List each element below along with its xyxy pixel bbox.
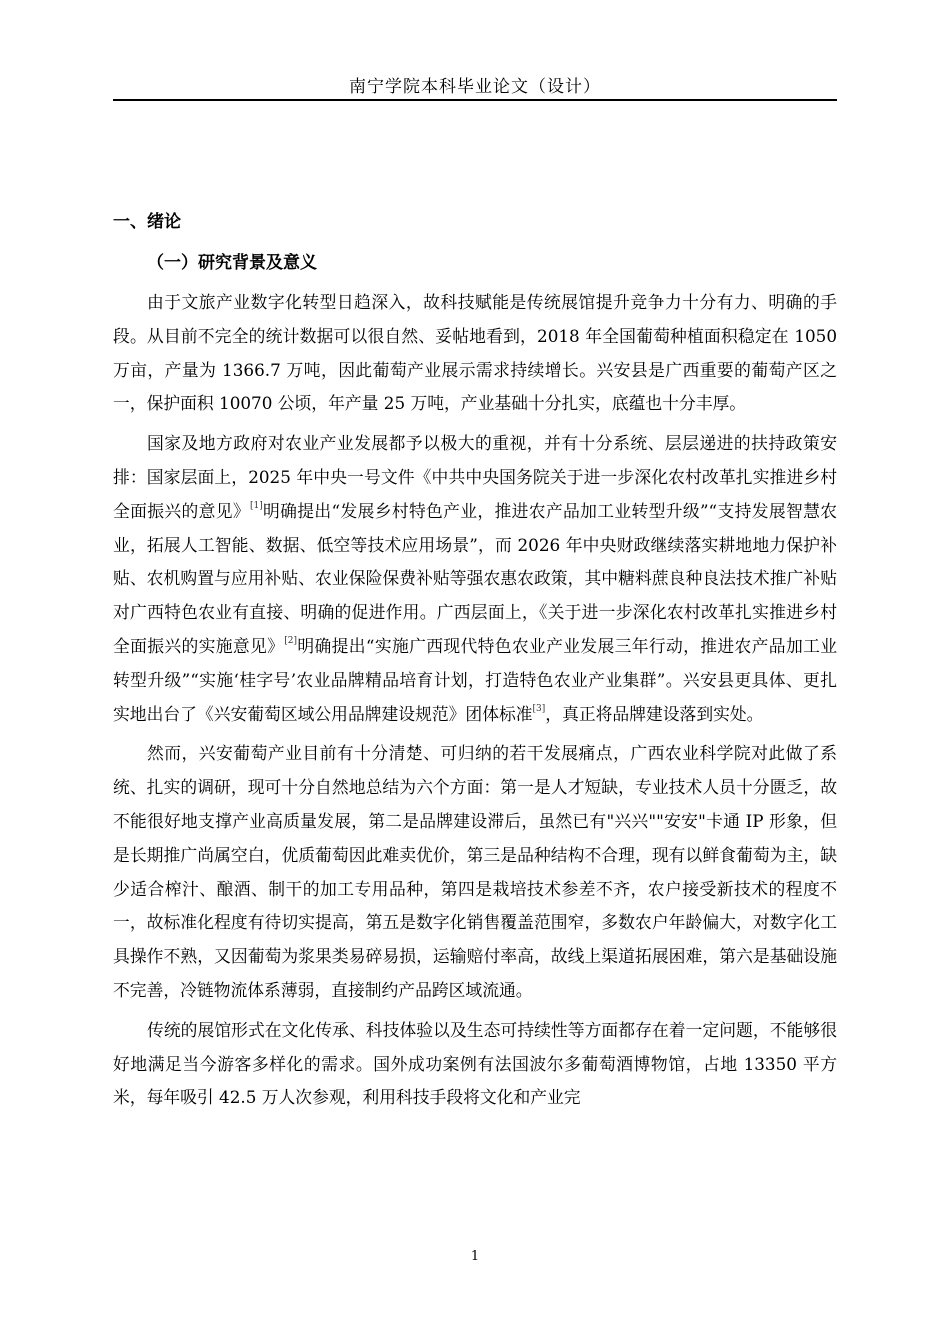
paragraph-2-part-b: 明确提出“发展乡村特色产业，推进农产品加工业转型升级”“支持发展智慧农业，拓展人工智能、数据、低空等技术应用场景”，而 2026 年中央财政继续落实耕地地力保护补贴、农机购置与应用补贴、农业保险保费补贴等强农惠农政策，其中糖料蔗良种良法技术推广补贴对广西特色农业有直接、明确的促进作用。广西层面上，《关于进一步深化农村改革扎实推进乡村全面振兴的实施意见》: [113, 500, 837, 656]
paragraph-1: 由于文旅产业数字化转型日趋深入，故科技赋能是传统展馆提升竞争力十分有力、明确的手段。从目前不完全的统计数据可以很自然、妥帖地看到，2018 年全国葡萄种植面积稳定在 1050 万亩，产量为 1366.7 万吨，因此葡萄产业展示需求持续增长。兴安县是广西重要的葡萄产区之一，保护面积 10070 公顷，年产量 25 万吨，产业基础十分扎实，底蕴也十分丰厚。: [113, 292, 837, 414]
citation-1: [1]: [249, 500, 263, 511]
paragraph-2-part-d: ，真正将品牌建设落到实处。: [545, 703, 764, 724]
citation-3: [3]: [532, 703, 546, 714]
paragraph-2: [113, 427, 837, 731]
paragraph-2-part-c: 明确提出“实施广西现代特色农业产业发展三年行动，推进农产品加工业转型升级”“实施‘桂字号’农业品牌精品培育计划，打造特色农业产业集群”。兴安县更具体、更扎实地出台了《兴安葡萄区域公用品牌建设规范》团体标准: [113, 635, 837, 724]
page-body: [113, 205, 837, 1115]
paragraph-4: 传统的展馆形式在文化传承、科技体验以及生态可持续性等方面都存在着一定问题，不能够很好地满足当今游客多样化的需求。国外成功案例有法国波尔多葡萄酒博物馆，占地 13350 平方米，每年吸引 42.5 万人次参观，利用科技手段将文化和产业完: [113, 1019, 837, 1108]
section-heading: 一、绪论: [113, 212, 181, 232]
paragraph-2-part-a: 国家及地方政府对农业产业发展都予以极大的重视，并有十分系统、层层递进的扶持政策安排：国家层面上，2025 年中央一号文件《中共中央国务院关于进一步深化农村改革扎实推进乡村全面振兴的意见》: [113, 433, 837, 521]
citation-2: [2]: [284, 635, 298, 646]
header-rule: [113, 99, 837, 101]
running-header: 南宁学院本科毕业论文（设计）: [349, 77, 601, 97]
page-number: 1: [470, 1249, 480, 1264]
subsection-heading: （一）研究背景及意义: [147, 253, 317, 273]
paragraph-3: 然而，兴安葡萄产业目前有十分清楚、可归纳的若干发展痛点，广西农业科学院对此做了系统、扎实的调研，现可十分自然地总结为六个方面：第一是人才短缺，专业技术人员十分匮乏，故不能很好地支撑产业高质量发展，第二是品牌建设滞后，虽然已有"兴兴""安安"卡通 IP 形象，但是长期推广尚属空白，优质葡萄因此难卖优价，第三是品种结构不合理，现有以鲜食葡萄为主，缺少适合榨汁、酿酒、制干的加工专用品种，第四是栽培技术参差不齐，农户接受新技术的程度不一，故标准化程度有待切实提高，第五是数字化销售覆盖范围窄，多数农户年龄偏大，对数字化工具操作不熟，又因葡萄为浆果类易碎易损，运输赔付率高，故线上渠道拓展困难，第六是基础设施不完善，冷链物流体系薄弱，直接制约产品跨区域流通。: [113, 743, 837, 1000]
